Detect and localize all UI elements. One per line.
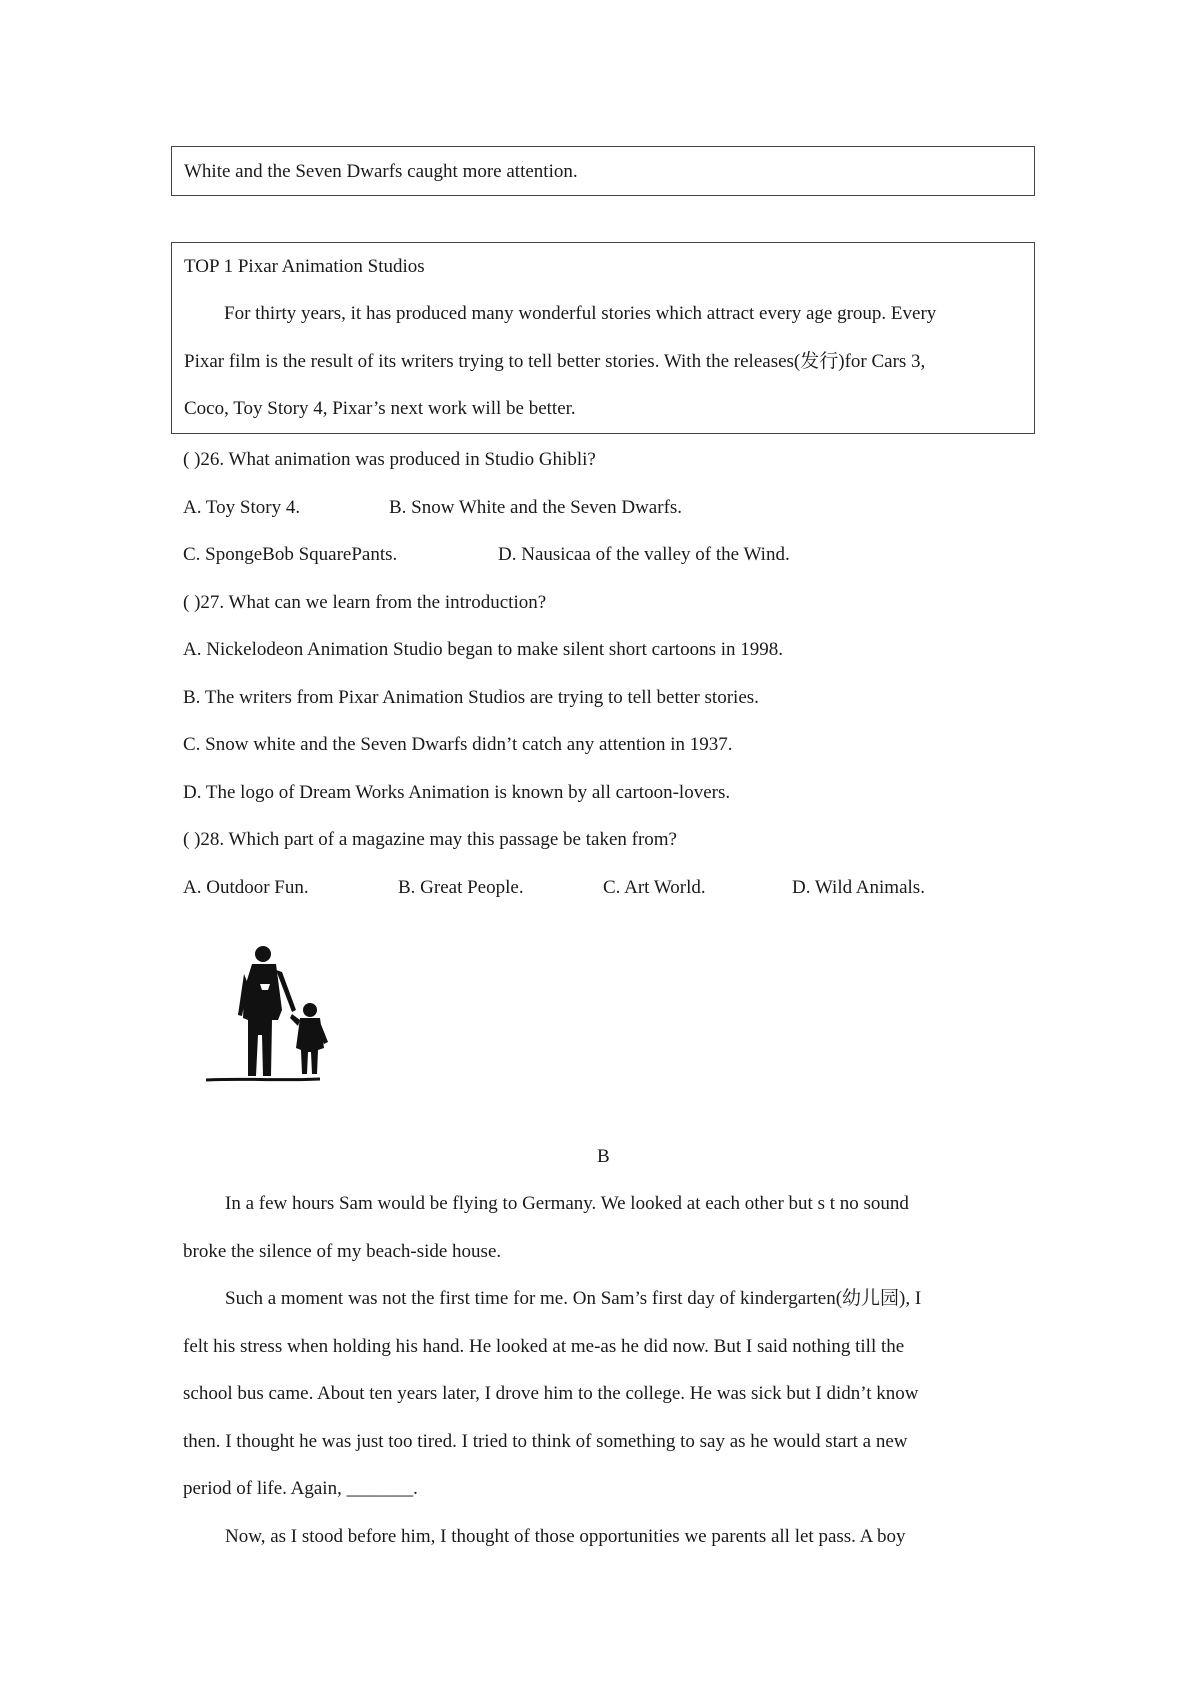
question-26-option-c: C. SpongeBob SquarePants.	[183, 544, 398, 565]
question-26-option-b: B. Snow White and the Seven Dwarfs.	[389, 497, 683, 518]
question-27-option-b: B. The writers from Pixar Animation Studios are trying to tell better stories.	[183, 687, 759, 708]
text-box-pixar	[171, 242, 1035, 434]
question-28-stem: ( )28. Which part of a magazine may this passage be taken from?	[183, 829, 677, 850]
section-b-line: then. I thought he was just too tired. I tried to think of something to say as he would start a new	[183, 1431, 908, 1452]
section-b-heading: B	[597, 1146, 610, 1167]
question-26-stem: ( )26. What animation was produced in Studio Ghibli?	[183, 449, 596, 470]
section-b-line: broke the silence of my beach-side house.	[183, 1241, 502, 1262]
question-28-option-c: C. Art World.	[603, 877, 706, 898]
section-b-line: felt his stress when holding his hand. He looked at me-as he did now. But I said nothing till the	[183, 1336, 905, 1357]
father-and-child-walking-icon	[200, 940, 350, 1090]
question-27-option-a: A. Nickelodeon Animation Studio began to make silent short cartoons in 1998.	[183, 639, 783, 660]
section-b-line: Now, as I stood before him, I thought of those opportunities we parents all let pass. A boy	[225, 1526, 906, 1547]
box1-line: White and the Seven Dwarfs caught more attention.	[184, 161, 578, 182]
question-26-option-a: A. Toy Story 4.	[183, 497, 301, 518]
question-28-option-a: A. Outdoor Fun.	[183, 877, 309, 898]
section-b-line: period of life. Again, _______.	[183, 1478, 418, 1499]
question-26-option-d: D. Nausicaa of the valley of the Wind.	[498, 544, 790, 565]
box2-para-line: Pixar film is the result of its writers trying to tell better stories. With the releases(发行)for Cars 3,	[184, 351, 926, 372]
box2-title: TOP 1 Pixar Animation Studios	[184, 256, 425, 277]
question-28-option-b: B. Great People.	[398, 877, 524, 898]
question-28-option-d: D. Wild Animals.	[792, 877, 925, 898]
section-b-line: Such a moment was not the first time for me. On Sam’s first day of kindergarten(幼儿园), I	[225, 1288, 922, 1309]
box2-para-line: Coco, Toy Story 4, Pixar’s next work will be better.	[184, 398, 576, 419]
section-b-line: school bus came. About ten years later, I drove him to the college. He was sick but I didn’t know	[183, 1383, 919, 1404]
box2-para-line: For thirty years, it has produced many wonderful stories which attract every age group. Every	[224, 303, 937, 324]
question-27-stem: ( )27. What can we learn from the introduction?	[183, 592, 547, 613]
section-b-line: In a few hours Sam would be flying to Germany. We looked at each other but s t no sound	[225, 1193, 909, 1214]
text-box-top	[171, 146, 1035, 196]
question-27-option-c: C. Snow white and the Seven Dwarfs didn’t catch any attention in 1937.	[183, 734, 733, 755]
question-27-option-d: D. The logo of Dream Works Animation is known by all cartoon-lovers.	[183, 782, 731, 803]
